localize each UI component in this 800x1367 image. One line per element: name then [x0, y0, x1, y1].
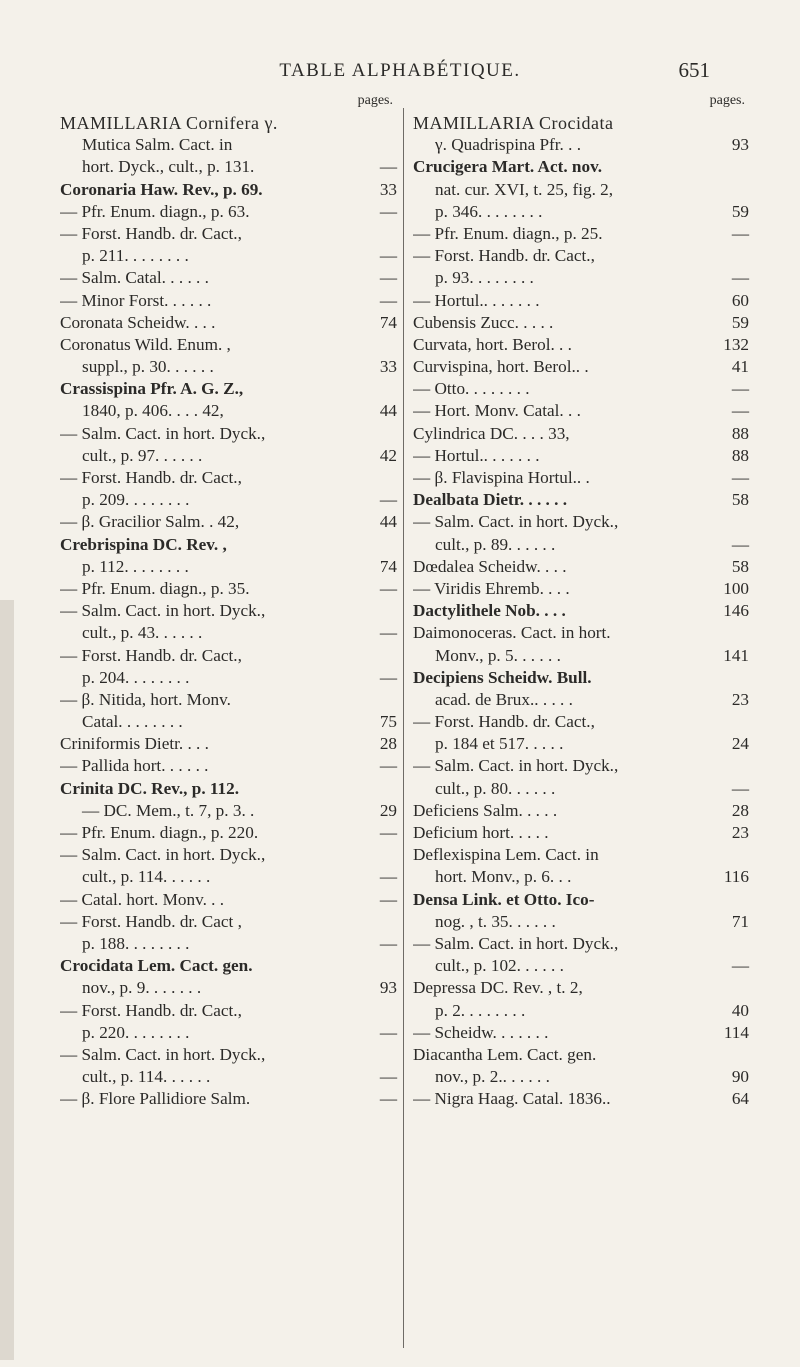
entry-text: p. 93. . . . . . . .: [435, 268, 534, 288]
index-entry-line: [60, 667, 397, 689]
index-entry-line: [60, 578, 397, 600]
entry-page: —: [731, 223, 749, 243]
index-entry-line: [413, 245, 749, 267]
entry-text: — Pfr. Enum. diagn., p. 220.: [60, 823, 259, 842]
entry-page: 132: [723, 334, 749, 354]
index-entry-line: [60, 622, 397, 644]
index-entry-line: [413, 645, 749, 667]
entry-text: — DC. Mem., t. 7, p. 3. .: [82, 800, 255, 820]
entry-text: cult., p. 102. . . . . .: [435, 956, 564, 976]
page-title: TABLE ALPHABÉTIQUE.: [279, 60, 521, 81]
entry-page: 33: [379, 179, 397, 199]
entry-page: [353, 955, 397, 977]
index-entry-line: [60, 933, 397, 955]
index-entry-line: [60, 223, 397, 245]
entry-text: Mutica Salm. Cact. in: [82, 135, 233, 155]
entry-text: γ. Quadrispina Pfr. . .: [435, 135, 582, 155]
index-entry-line: [413, 733, 749, 755]
entry-page: [705, 1044, 749, 1066]
entry-text: Crocidata Lem. Cact. gen.: [60, 956, 253, 976]
entry-text: Coronatus Wild. Enum. ,: [60, 334, 231, 354]
index-entry-line: [60, 179, 397, 201]
entry-text: Diacantha Lem. Cact. gen.: [413, 1044, 597, 1064]
entry-page: —: [379, 1089, 397, 1109]
entry-page: 141: [723, 645, 749, 665]
entry-page: —: [731, 468, 749, 487]
entry-text: Densa Link. et Otto. Ico-: [413, 889, 595, 909]
pages-label: pages.: [357, 93, 393, 108]
entry-page: [353, 600, 397, 622]
entry-text: Crassispina Pfr. A. G. Z.,: [60, 379, 244, 399]
index-entry-line: [413, 1022, 749, 1044]
entry-page: 64: [731, 1089, 749, 1109]
index-entry-line: [413, 866, 749, 888]
entry-page: [353, 645, 397, 667]
entry-text: — Forst. Handb. dr. Cact.,: [60, 468, 242, 487]
index-entry-line: [413, 911, 749, 933]
entry-text: Decipiens Scheidw. Bull.: [413, 667, 592, 687]
entry-page: —: [379, 867, 397, 887]
index-entry-line: [60, 400, 397, 422]
entry-page: 60: [731, 290, 749, 310]
entry-text: cult., p. 114. . . . . .: [82, 867, 211, 887]
entry-text: — Pfr. Enum. diagn., p. 63.: [60, 201, 250, 221]
index-entry-line: [60, 489, 397, 511]
index-entry-line: [413, 711, 749, 733]
entry-page: 28: [731, 800, 749, 820]
entry-text: Dealbata Dietr. . . . . .: [413, 490, 568, 510]
entry-text: — β. Gracilior Salm. . 42,: [60, 512, 240, 532]
entry-page: [353, 423, 397, 445]
entry-page: —: [379, 1022, 397, 1042]
index-entry-line: [413, 556, 749, 578]
entry-text: p. 209. . . . . . . .: [82, 490, 190, 510]
index-entry-line: [60, 445, 397, 467]
entry-text: — Pallida hort. . . . . .: [60, 756, 209, 776]
entry-text: Curvispina, hort. Berol.. .: [413, 357, 589, 377]
index-entry-line: [413, 933, 749, 955]
entry-text: — β. Nitida, hort. Monv.: [60, 689, 231, 709]
index-entry-line: [413, 534, 749, 556]
entry-page: —: [379, 667, 397, 687]
index-entry-line: [60, 201, 397, 223]
entry-list: [413, 112, 749, 1110]
entry-page: —: [379, 823, 397, 842]
entry-text: — Viridis Ehremb. . . .: [413, 578, 570, 598]
index-entry-line: [413, 489, 749, 511]
entry-page: [705, 179, 749, 201]
entry-page: —: [731, 268, 749, 288]
entry-page: [353, 467, 397, 489]
index-entry-line: [413, 977, 749, 999]
entry-page: 74: [379, 312, 397, 332]
index-entry-line: [413, 223, 749, 245]
entry-text: p. 184 et 517. . . . .: [435, 734, 564, 754]
entry-page: [353, 134, 397, 156]
entry-page: [353, 378, 397, 400]
entry-page: —: [731, 379, 749, 399]
entry-page: 59: [731, 312, 749, 332]
entry-text: Coronata Scheidw. . . .: [60, 312, 216, 332]
index-entry-line: [413, 889, 749, 911]
entry-text: nov., p. 9. . . . . . .: [82, 978, 202, 998]
entry-page: —: [379, 1067, 397, 1087]
index-entry-line: [60, 556, 397, 578]
entry-text: p. 211. . . . . . . .: [82, 246, 189, 266]
entry-text: — Hortul.. . . . . . .: [413, 290, 540, 310]
index-entry-line: [60, 1022, 397, 1044]
entry-text: — Catal. hort. Monv. . .: [60, 889, 225, 909]
entry-text: cult., p. 114. . . . . .: [82, 1067, 211, 1087]
entry-text: nov., p. 2.. . . . . .: [435, 1067, 550, 1087]
index-entry-line: [60, 800, 397, 822]
entry-list: [60, 112, 397, 1110]
entry-text: hort. Dyck., cult., p. 131.: [82, 157, 255, 177]
index-entry-line: [413, 134, 749, 156]
entry-text: — Pfr. Enum. diagn., p. 35.: [60, 578, 250, 598]
entry-text: — Forst. Handb. dr. Cact.,: [60, 645, 242, 665]
entry-page: 146: [723, 601, 749, 621]
index-entry-line: [60, 1044, 397, 1066]
entry-text: — Forst. Handb. dr. Cact.,: [60, 1000, 242, 1020]
entry-text: nog. , t. 35. . . . . .: [435, 911, 556, 931]
entry-text: suppl., p. 30. . . . . .: [82, 357, 214, 377]
entry-page: —: [379, 933, 397, 953]
entry-page: [705, 755, 749, 777]
entry-text: p. 220. . . . . . . .: [82, 1022, 190, 1042]
entry-text: — Hortul.. . . . . . .: [413, 445, 540, 465]
index-entry-line: [413, 689, 749, 711]
index-entry-line: [60, 866, 397, 888]
index-entry-line: [60, 534, 397, 556]
index-entry-line: [60, 600, 397, 622]
index-entry-line: [413, 423, 749, 445]
entry-text: p. 346. . . . . . . .: [435, 201, 543, 221]
entry-page: [353, 1000, 397, 1022]
entry-page: 88: [731, 423, 749, 443]
entry-page: [705, 667, 749, 689]
page-header: [0, 58, 800, 88]
index-entry-line: [413, 179, 749, 201]
index-entry-line: [413, 822, 749, 844]
entry-page: 59: [731, 201, 749, 221]
index-entry-line: [60, 977, 397, 999]
index-entry-line: [60, 356, 397, 378]
entry-page: 42: [379, 445, 397, 465]
entry-page: —: [379, 201, 397, 221]
index-entry-line: [60, 733, 397, 755]
entry-text: acad. de Brux.. . . . .: [435, 689, 573, 709]
index-entry-line: [413, 955, 749, 977]
index-entry-line: [60, 822, 397, 844]
index-entry-line: [60, 711, 397, 733]
entry-text: — Pfr. Enum. diagn., p. 25.: [413, 223, 603, 243]
index-entry-line: [60, 290, 397, 312]
entry-text: Cylindrica DC. . . . 33,: [413, 423, 570, 443]
index-entry-line: [413, 267, 749, 289]
entry-page: 29: [379, 800, 397, 820]
entry-page: 58: [731, 556, 749, 576]
entry-text: MAMILLARIA Crocidata: [413, 113, 614, 133]
entry-page: [705, 245, 749, 267]
entry-text: — Salm. Cact. in hort. Dyck.,: [413, 512, 619, 532]
entry-page: [353, 844, 397, 866]
entry-text: cult., p. 80. . . . . .: [435, 778, 556, 798]
entry-text: — Salm. Cact. in hort. Dyck.,: [60, 1044, 266, 1064]
index-entry-line: [60, 245, 397, 267]
entry-text: — Forst. Handb. dr. Cact ,: [60, 911, 242, 931]
entry-page: 74: [379, 556, 397, 576]
index-entry-line: [60, 423, 397, 445]
index-entry-line: [413, 844, 749, 866]
entry-text: — Forst. Handb. dr. Cact.,: [413, 712, 595, 732]
entry-text: — β. Flore Pallidiore Salm.: [60, 1089, 251, 1109]
entry-page: [705, 112, 749, 134]
entry-text: Monv., p. 5. . . . . .: [435, 645, 561, 665]
entry-page: 93: [379, 978, 397, 998]
entry-page: [353, 223, 397, 245]
entry-page: [353, 112, 397, 134]
entry-text: — Hort. Monv. Catal. . .: [413, 401, 581, 421]
entry-page: 44: [379, 401, 397, 421]
entry-text: Criniformis Dietr. . . .: [60, 734, 209, 754]
entry-text: Curvata, hort. Berol. . .: [413, 334, 572, 354]
entry-page: 114: [723, 1022, 749, 1042]
index-entry-line: [413, 400, 749, 422]
index-entry-line: [413, 755, 749, 777]
entry-text: MAMILLARIA Cornifera γ.: [60, 113, 278, 133]
index-entry-line: [60, 112, 397, 134]
index-entry-line: [60, 334, 397, 356]
index-entry-line: [60, 156, 397, 178]
entry-page: —: [379, 490, 397, 510]
entry-page: 93: [731, 135, 749, 155]
index-entry-line: [413, 356, 749, 378]
page-edge-shadow: [0, 600, 14, 1360]
entry-page: —: [379, 623, 397, 643]
index-entry-line: [413, 378, 749, 400]
entry-page: 24: [731, 734, 749, 754]
entry-page: [353, 334, 397, 356]
index-entry-line: [413, 445, 749, 467]
index-entry-line: [413, 1044, 749, 1066]
index-entry-line: [60, 378, 397, 400]
index-entry-line: [60, 511, 397, 533]
entry-page: —: [379, 756, 397, 776]
index-entry-line: [413, 312, 749, 334]
entry-text: Crucigera Mart. Act. nov.: [413, 157, 603, 177]
index-entry-line: [413, 334, 749, 356]
entry-page: —: [731, 401, 749, 421]
index-entry-line: [413, 290, 749, 312]
entry-text: — Salm. Cact. in hort. Dyck.,: [413, 933, 619, 953]
entry-text: — Minor Forst. . . . . .: [60, 290, 212, 310]
entry-text: cult., p. 43. . . . . .: [82, 623, 203, 643]
entry-page: 28: [379, 734, 397, 754]
index-entry-line: [413, 112, 749, 134]
entry-page: —: [379, 157, 397, 177]
entry-text: Deflexispina Lem. Cact. in: [413, 845, 599, 865]
entry-page: 33: [379, 357, 397, 377]
entry-text: nat. cur. XVI, t. 25, fig. 2,: [435, 179, 614, 199]
entry-text: — Salm. Cact. in hort. Dyck.,: [60, 845, 266, 865]
entry-page: —: [379, 290, 397, 310]
index-entry-line: [60, 755, 397, 777]
entry-text: — Forst. Handb. dr. Cact.,: [413, 246, 595, 266]
entry-page: 116: [723, 867, 749, 887]
index-entry-line: [413, 467, 749, 489]
entry-text: 1840, p. 406. . . . 42,: [82, 401, 224, 421]
entry-text: p. 188. . . . . . . .: [82, 933, 190, 953]
entry-page: [353, 1044, 397, 1066]
entry-text: Dœdalea Scheidw. . . .: [413, 556, 567, 576]
index-entry-line: [60, 645, 397, 667]
index-entry-line: [413, 1000, 749, 1022]
entry-text: — Otto. . . . . . . .: [413, 379, 530, 399]
entry-text: cult., p. 89. . . . . .: [435, 534, 556, 554]
entry-page: 23: [731, 823, 749, 842]
entry-text: Cubensis Zucc. . . . .: [413, 312, 554, 332]
entry-text: Daimonoceras. Cact. in hort.: [413, 623, 611, 643]
entry-page: —: [731, 534, 749, 554]
entry-page: —: [379, 268, 397, 288]
entry-page: 58: [731, 490, 749, 510]
entry-text: — β. Flavispina Hortul.. .: [413, 468, 590, 487]
entry-page: —: [379, 889, 397, 909]
entry-page: —: [731, 778, 749, 798]
entry-text: p. 2. . . . . . . .: [435, 1000, 526, 1020]
index-entry-line: [60, 1066, 397, 1088]
entry-text: — Nigra Haag. Catal. 1836..: [413, 1089, 611, 1109]
index-entry-line: [60, 911, 397, 933]
index-entry-line: [413, 600, 749, 622]
index-entry-line: [413, 667, 749, 689]
entry-page: [705, 977, 749, 999]
entry-page: [705, 711, 749, 733]
entry-text: — Salm. Cact. in hort. Dyck.,: [60, 601, 266, 621]
entry-page: [353, 911, 397, 933]
entry-page: [705, 933, 749, 955]
index-entry-line: [60, 689, 397, 711]
index-entry-line: [413, 511, 749, 533]
index-entry-line: [60, 844, 397, 866]
entry-page: —: [731, 956, 749, 976]
page-number: 651: [678, 58, 710, 82]
index-entry-line: [60, 267, 397, 289]
entry-page: [705, 889, 749, 911]
entry-page: 71: [731, 911, 749, 931]
entry-page: 41: [731, 357, 749, 377]
entry-text: p. 112. . . . . . . .: [82, 556, 189, 576]
entry-page: [353, 534, 397, 556]
entry-text: p. 204. . . . . . . .: [82, 667, 190, 687]
entry-page: 100: [723, 578, 749, 598]
entry-page: [705, 511, 749, 533]
entry-text: Depressa DC. Rev. , t. 2,: [413, 978, 583, 998]
index-entry-line: [413, 778, 749, 800]
entry-page: 44: [379, 512, 397, 532]
entry-text: Crebrispina DC. Rev. ,: [60, 534, 227, 554]
index-entry-line: [60, 778, 397, 800]
index-entry-line: [413, 622, 749, 644]
entry-page: —: [379, 578, 397, 598]
index-entry-line: [413, 156, 749, 178]
entry-text: — Salm. Cact. in hort. Dyck.,: [60, 423, 266, 443]
index-entry-line: [413, 1088, 749, 1110]
index-entry-line: [60, 955, 397, 977]
entry-text: Deficiens Salm. . . . .: [413, 800, 558, 820]
entry-page: 75: [379, 712, 397, 732]
entry-text: Dactylithele Nob. . . .: [413, 601, 566, 621]
index-entry-line: [60, 1088, 397, 1110]
entry-text: — Salm. Cact. in hort. Dyck.,: [413, 756, 619, 776]
entry-text: Deficium hort. . . . .: [413, 823, 549, 842]
entry-page: [353, 778, 397, 800]
entry-text: hort. Monv., p. 6. . .: [435, 867, 572, 887]
entry-page: 23: [731, 689, 749, 709]
entry-page: 90: [731, 1067, 749, 1087]
index-entry-line: [413, 201, 749, 223]
entry-text: — Scheidw. . . . . . .: [413, 1022, 549, 1042]
entry-page: 40: [731, 1000, 749, 1020]
entry-page: —: [379, 246, 397, 266]
index-entry-line: [60, 134, 397, 156]
index-entry-line: [60, 467, 397, 489]
entry-text: Coronaria Haw. Rev., p. 69.: [60, 179, 263, 199]
entry-page: 88: [731, 445, 749, 465]
entry-text: Crinita DC. Rev., p. 112.: [60, 778, 240, 798]
entry-text: cult., p. 97. . . . . .: [82, 445, 203, 465]
entry-page: [353, 689, 397, 711]
entry-page: [705, 622, 749, 644]
right-column: [413, 90, 749, 1110]
entry-text: — Forst. Handb. dr. Cact.,: [60, 223, 242, 243]
entry-page: [705, 156, 749, 178]
entry-text: Catal. . . . . . . .: [82, 712, 183, 732]
index-entry-line: [60, 312, 397, 334]
index-entry-line: [60, 1000, 397, 1022]
entry-page: [705, 844, 749, 866]
left-column: [60, 90, 397, 1110]
index-entry-line: [413, 578, 749, 600]
column-divider: [403, 108, 404, 1348]
index-entry-line: [413, 1066, 749, 1088]
index-entry-line: [60, 889, 397, 911]
entry-text: — Salm. Catal. . . . . .: [60, 268, 209, 288]
pages-label: pages.: [709, 93, 745, 108]
index-entry-line: [413, 800, 749, 822]
